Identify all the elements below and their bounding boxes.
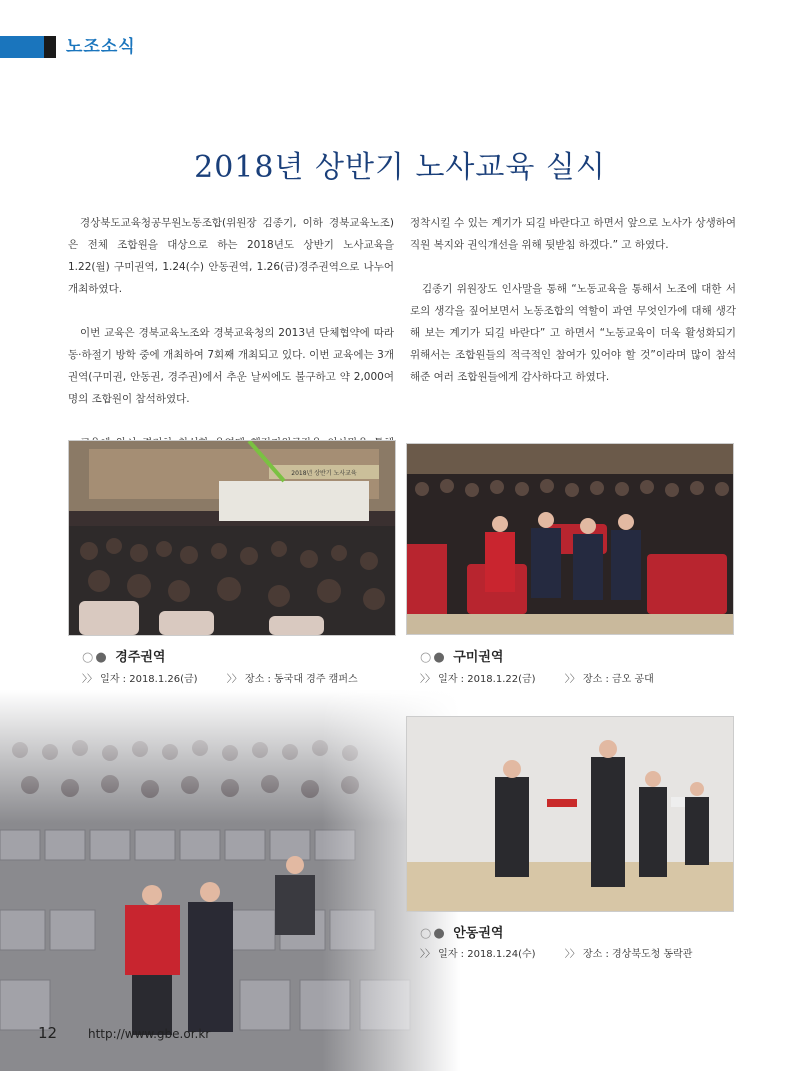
caption-title: 구미권역 <box>453 650 504 665</box>
caption-date: 〉〉 일자 : 2018.1.26(금) <box>82 674 198 685</box>
paragraph: 경상북도교육청공무원노동조합(위원장 김종기, 이하 경북교육노조)은 전체 조합원을 대상으로 하는 2018년도 상반기 노사교육을 1.22(월) 구미권역, 1.24(수) 안동권역, 1.26(금)경주권역으로 나누어 개최하였다. <box>68 217 394 295</box>
photo-auditorium-large <box>0 690 460 1071</box>
page-number: 12 <box>38 1024 58 1042</box>
caption-bullet-icon: ○● <box>420 926 447 941</box>
paragraph: 김종기 위원장도 인사말을 통해 “노동교육을 통해서 노조에 대한 서로의 생각을 짚어보면서 노동조합의 역할이 과연 무엇인가에 대해 생각해 보는 계기가 되길 바란다” 고 하면서 “노동교육이 더욱 활성화되기 위해서는 조합원들의 적극적인 참여가 있어야 할 것”이라며 많이 참석해준 여러 조합원들에게 감사하다고 하였다. <box>410 283 736 383</box>
caption-date: 〉〉 일자 : 2018.1.22(금) <box>420 674 536 685</box>
auditorium-illustration <box>69 441 395 635</box>
caption-gyeongju <box>82 646 165 665</box>
stage-banner-text: 2018년 상반기 노사교육 <box>291 470 357 477</box>
award-ceremony-illustration <box>407 717 733 911</box>
header-accent-square <box>44 36 56 58</box>
caption-info-andong <box>420 945 718 960</box>
photo-gyeongju <box>68 440 396 636</box>
caption-bullet-icon: ○● <box>420 650 447 665</box>
caption-place: 〉〉 장소 : 동국대 경주 캠퍼스 <box>226 674 358 685</box>
caption-bullet-icon: ○● <box>82 650 109 665</box>
caption-place: 〉〉 장소 : 금오 공대 <box>564 674 654 685</box>
footer-url[interactable]: http://www.gbe.or.kr <box>88 1027 211 1041</box>
article-title: 2018년 상반기 노사교육 실시 <box>194 150 606 185</box>
section-label: 노조소식 <box>66 37 136 57</box>
caption-title: 경주권역 <box>115 650 166 665</box>
header-accent-bar <box>0 36 44 58</box>
audience-standing-illustration <box>407 444 733 634</box>
photo-gumi <box>406 443 734 635</box>
caption-date: 〉〉 일자 : 2018.1.24(수) <box>420 949 536 960</box>
caption-title: 안동권역 <box>453 926 504 941</box>
caption-info-gumi <box>420 670 680 685</box>
caption-gumi <box>420 646 503 665</box>
photo-andong <box>406 716 734 912</box>
caption-info-gyeongju <box>82 670 384 685</box>
caption-andong <box>420 922 503 941</box>
caption-place: 〉〉 장소 : 경상북도청 동락관 <box>564 949 693 960</box>
auditorium-large-illustration <box>0 690 460 1071</box>
article-column-right <box>410 212 736 410</box>
paragraph: 이번 교육은 경북교육노조와 경북교육청의 2013년 단체협약에 따라 동·하절기 방학 중에 개최하여 7회째 개최되고 있다. 이번 교육에는 3개권역(구미권, 안동권, 경주권)에서 추운 날씨에도 불구하고 약 2,000여명의 조합원이 참석하였다. <box>68 327 394 405</box>
paragraph: 정착시킬 수 있는 계기가 되길 바란다고 하면서 앞으로 노사가 상생하여 직원 복지와 권익개선을 위해 뒷받침 하겠다.” 고 하였다. <box>410 217 736 251</box>
